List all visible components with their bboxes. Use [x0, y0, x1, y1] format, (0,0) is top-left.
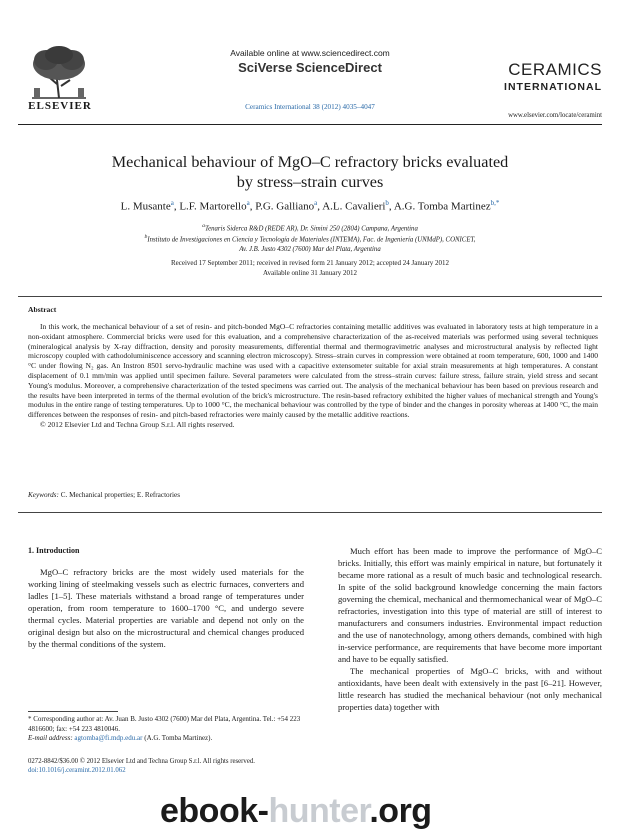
author-affiliation-marker[interactable]: a [314, 199, 318, 207]
email-label: E-mail address: [28, 734, 73, 743]
abstract-heading: Abstract [28, 305, 57, 314]
article-dates [40, 258, 580, 278]
footnote [28, 715, 306, 744]
article-title [40, 152, 580, 192]
keywords-line [28, 491, 180, 499]
keywords-values: C. Mechanical properties; E. Refractories [60, 491, 181, 499]
intro-paragraph-2: Much effort has been made to improve the performance of MgO–C bricks. Initially, this effort was mainly empirical in nature, but fortunately it became more rational as a result of much basic and technological research. In spite of the solid background knowledge concerning the main factors governing the chemical, mechanical and thermomechanical wear of MgO–C refractories, investigation into this type of material are still of interest to manufacturers and consumers industries. Environmental impact reduction and the use of nanotechnology, among others demands, combined with high in-service performance, are requirements that have become more important and have to be equally satisfied. [338, 546, 602, 664]
watermark-part-1: ebook- [160, 792, 269, 830]
sciverse-logo[interactable]: SciVerse ScienceDirect [238, 60, 382, 75]
affiliation-a-marker: a [202, 223, 205, 229]
publisher-name: ELSEVIER [28, 100, 92, 112]
author-separator: , [173, 200, 180, 213]
title-line-1: Mechanical behaviour of MgO–C refractory bricks evaluated [111, 153, 509, 171]
title-line-2: by stress–strain curves [236, 173, 384, 191]
abstract-body [28, 322, 598, 430]
author-name: A.L. Cavalieri [322, 200, 386, 213]
affiliation-b: $^b$Instituto de Investigaciones en Ciencia y Tecnología de Materiales (INTEMA), Fac. de Ingeniería (UNMdP), CONICET, [144, 234, 476, 244]
header-divider [18, 124, 602, 125]
journal-url[interactable]: www.elsevier.com/locate/ceramint [508, 112, 602, 119]
watermark-part-2: hunter [268, 792, 370, 830]
footnote-divider [28, 711, 118, 712]
author-name: A.G. Tomba Martinez [393, 200, 491, 213]
journal-logo-international: INTERNATIONAL [504, 81, 602, 93]
journal-citation[interactable]: Ceramics International 38 (2012) 4035–4047 [245, 103, 375, 111]
author-affiliation-marker[interactable]: a [246, 199, 250, 207]
author-affiliation-marker[interactable]: b,* [490, 199, 500, 207]
intro-paragraph-3: The mechanical properties of MgO–C bricks, with and without antioxidants, have been dealt with extensively in the past [6–21]. However, little research has studied the mechanical behaviour (not only mechanical properties data) together with [338, 666, 602, 712]
watermark [160, 792, 432, 831]
email-link[interactable]: agtomba@fi.mdp.edu.ar [74, 734, 143, 743]
available-online-text[interactable]: Available online at www.sciencedirect.com [230, 48, 390, 58]
issn-copyright: 0272-8842/$36.00 © 2012 Elsevier Ltd and Techna Group S.r.l. All rights reserved. [28, 758, 255, 765]
author-affiliation-marker[interactable]: a [170, 199, 174, 207]
elsevier-tree-logo [26, 44, 92, 100]
affiliation-b-address: Av. J.B. Justo 4302 (7600) Mar del Plata, Argentina [239, 245, 381, 253]
author-name: L. Musante [120, 200, 171, 213]
received-dates: Received 17 September 2011; received in revised form 21 January 2012; accepted 24 January 2012 [170, 259, 450, 267]
watermark-part-3: .org [369, 792, 432, 830]
keywords-label: Keywords: [28, 491, 59, 499]
author-separator: , [388, 200, 394, 213]
doi-link[interactable]: doi:10.1016/j.ceramint.2012.01.062 [28, 767, 126, 775]
author-affiliation-marker[interactable]: b [385, 199, 389, 207]
affiliations [40, 222, 580, 254]
section-heading-introduction: 1. Introduction [28, 546, 80, 555]
email-line [28, 734, 306, 744]
author-separator: , [249, 200, 256, 213]
author-name: L.F. Martorello [179, 200, 247, 213]
affiliation-a: $^a$Tenaris Siderca R&D (REDE AR), Dr. Simini 250 (2804) Campana, Argentina [202, 223, 418, 233]
available-date: Available online 31 January 2012 [263, 269, 357, 277]
intro-column-left [28, 566, 304, 650]
corresponding-author: * Corresponding author at: Av. Juan B. Justo 4302 (7600) Mar del Plata, Argentina. Tel.: +54 223 4816600; fax: +54 223 4810046. [28, 715, 301, 733]
abstract-bottom-divider [18, 512, 602, 513]
intro-paragraph-1: MgO–C refractory bricks are the most widely used materials for the working lining of steelmaking vessels such as electric furnaces, converters and ladles [1–5]. These materials withstand a broad range of temperatures under operation, from room temperature to 1600–1700 °C, and undergo severe thermal cycles. Material properties are variable and depend not only on the original design but also on the microstructural and chemical changes produced by the thermal conditions of the system. [28, 567, 304, 649]
author-separator: , [317, 200, 323, 213]
affiliation-b-marker: b [144, 234, 148, 241]
publication-info [28, 757, 255, 776]
abstract-text: In this work, the mechanical behaviour of a set of resin- and pitch-bonded MgO–C refractories containing metallic additives was evaluated in laboratory tests at high temperature in a non-oxidant atmosphere. Commercial bricks were used for this evaluation, and a comprehensive characterization of the as-received materials was performed using several techniques (mineralogical analysis by X-ray diffraction, density and porosity measurements, differential thermal and thermogravimetric analyses and microstructural analysis by reflected light microscopy coupled with cathodoluminiscence accessory and scanning electron microscopy). Stress–strain curves in compression were obtained at room temperature, 600, 1000 and 1400 °C under flowing N₂ gas. An Instron 8501 servo-hydraulic machine was used with a capacitive extensometer suitable for axial strain measurements at high temperatures. A constant displacement of 0.1 mm/min was applied until specimen failure. Several parameters were calculated from the stress–strain curves: failure stress, failure strain, yield stress and secant Young's modulus. Moreover, a comprehensive characterization of the tested specimens was carried out. The analysis of the mechanical behaviour has been based on previous research and the results have been interpreted in terms of the thermal evolution of the brick's microstructure. The resin-based refractory exhibited the higher values of mechanical strength and Young's modulus in the entire range of testing temperatures. Up to 1000 °C, the mechanical behaviour was controlled by the type of binder and the changes in porosity whereas at 1400 °C, the main differences between the responses of resin- and pitch-based refractories were mainly caused by the metallic additive reactions. [28, 322, 598, 420]
author-name: P.G. Galliano [255, 200, 315, 213]
intro-column-right [338, 545, 602, 713]
journal-logo-ceramics: CERAMICS [508, 60, 602, 79]
author-list [20, 199, 600, 213]
abstract-top-divider [18, 296, 602, 297]
email-suffix: (A.G. Tomba Martinez). [144, 734, 213, 743]
abstract-copyright: © 2012 Elsevier Ltd and Techna Group S.r.l. All rights reserved. [40, 419, 235, 429]
